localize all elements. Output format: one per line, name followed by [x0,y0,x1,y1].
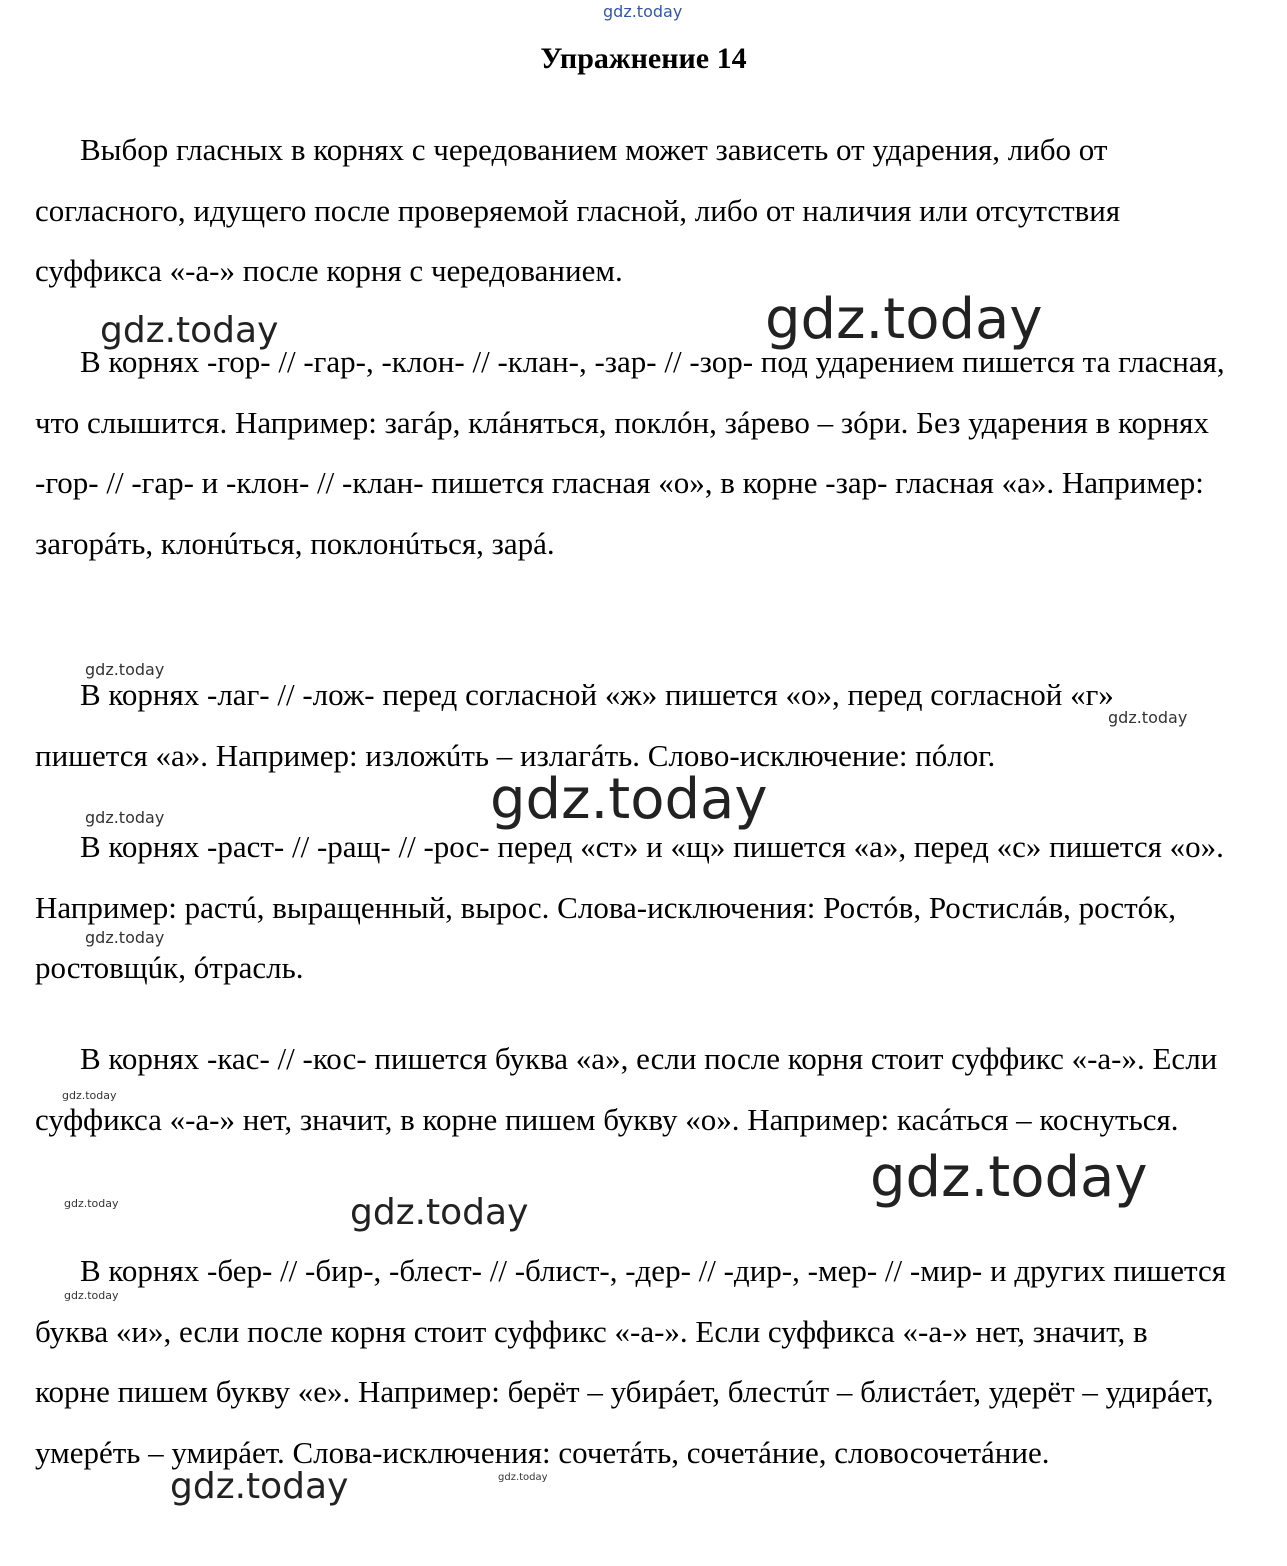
watermark: gdz.today [765,287,1043,352]
paragraph-gor-gar: В корнях -гор- // -гар-, -клон- // -клан-, -зар- // -зор- под ударением пишется та гласная, что слышится. Например: загáр, клáняться, поклóн, зáрево – зóри. Без ударения в корнях -гор- // -гар- и -клон- // -клан- пишется гласная «о», в корне -зар- гласная «а». Например: загорáть, клонúться, поклонúться, зарá. [35,344,1225,561]
watermark: gdz.today [64,1289,119,1302]
paragraph-ber-bir: В корнях -бер- // -бир-, -блест- // -блист-, -дер- // -дир-, -мер- // -мир- и других пишется буква «и», если после корня стоит суффикс «-а-». Если суффикса «-а-» нет, значит, в корне пишем букву «е». Например: берёт – убирáет, блестúт – блистáет, удерёт – удирáет, умерéть – умирáет. Слова-исключения: сочетáть, сочетáние, словосочетáние. [35,1253,1226,1470]
watermark: gdz.today [85,808,165,827]
watermark: gdz.today [85,660,165,679]
watermark: gdz.today [100,310,279,351]
page-title: Упражнение 14 [540,42,747,75]
watermark: gdz.today [350,1192,529,1233]
paragraph-kas-kos: В корнях -кас- // -кос- пишется буква «а», если после корня стоит суффикс «-а-». Если суффикса «-а-» нет, значит, в корне пишем букву «о». Например: касáться – коснуться. [35,1041,1218,1137]
watermark: gdz.today [64,1197,119,1210]
watermark: gdz.today [1108,708,1188,727]
paragraph-lag-lozh: В корнях -лаг- // -лож- перед согласной «ж» пишется «о», перед согласной «г» пишется «а». Например: изложúть – излагáть. Слово-исключение: пóлог. [35,677,1114,773]
watermark: gdz.today [870,1145,1148,1210]
watermark: gdz.today [170,1466,349,1507]
watermark: gdz.today [62,1089,117,1102]
watermark: gdz.today [85,928,165,947]
paragraph-rast-ros: В корнях -раст- // -ращ- // -рос- перед «ст» и «щ» пишется «а», перед «с» пишется «о». Например: растú, выращенный, вырос. Слова-исключения: Ростóв, Ростислáв, ростóк, ростовщúк, óтрасль. [35,829,1224,985]
watermark-top: gdz.today [603,2,683,21]
watermark: gdz.today [490,767,768,832]
watermark: gdz.today [498,1472,548,1483]
paragraph-intro: Выбор гласных в корнях с чередованием может зависеть от ударения, либо от согласного, идущего после проверяемой гласной, либо от наличия или отсутствия суффикса «-а-» после корня с чередованием. [35,132,1121,288]
